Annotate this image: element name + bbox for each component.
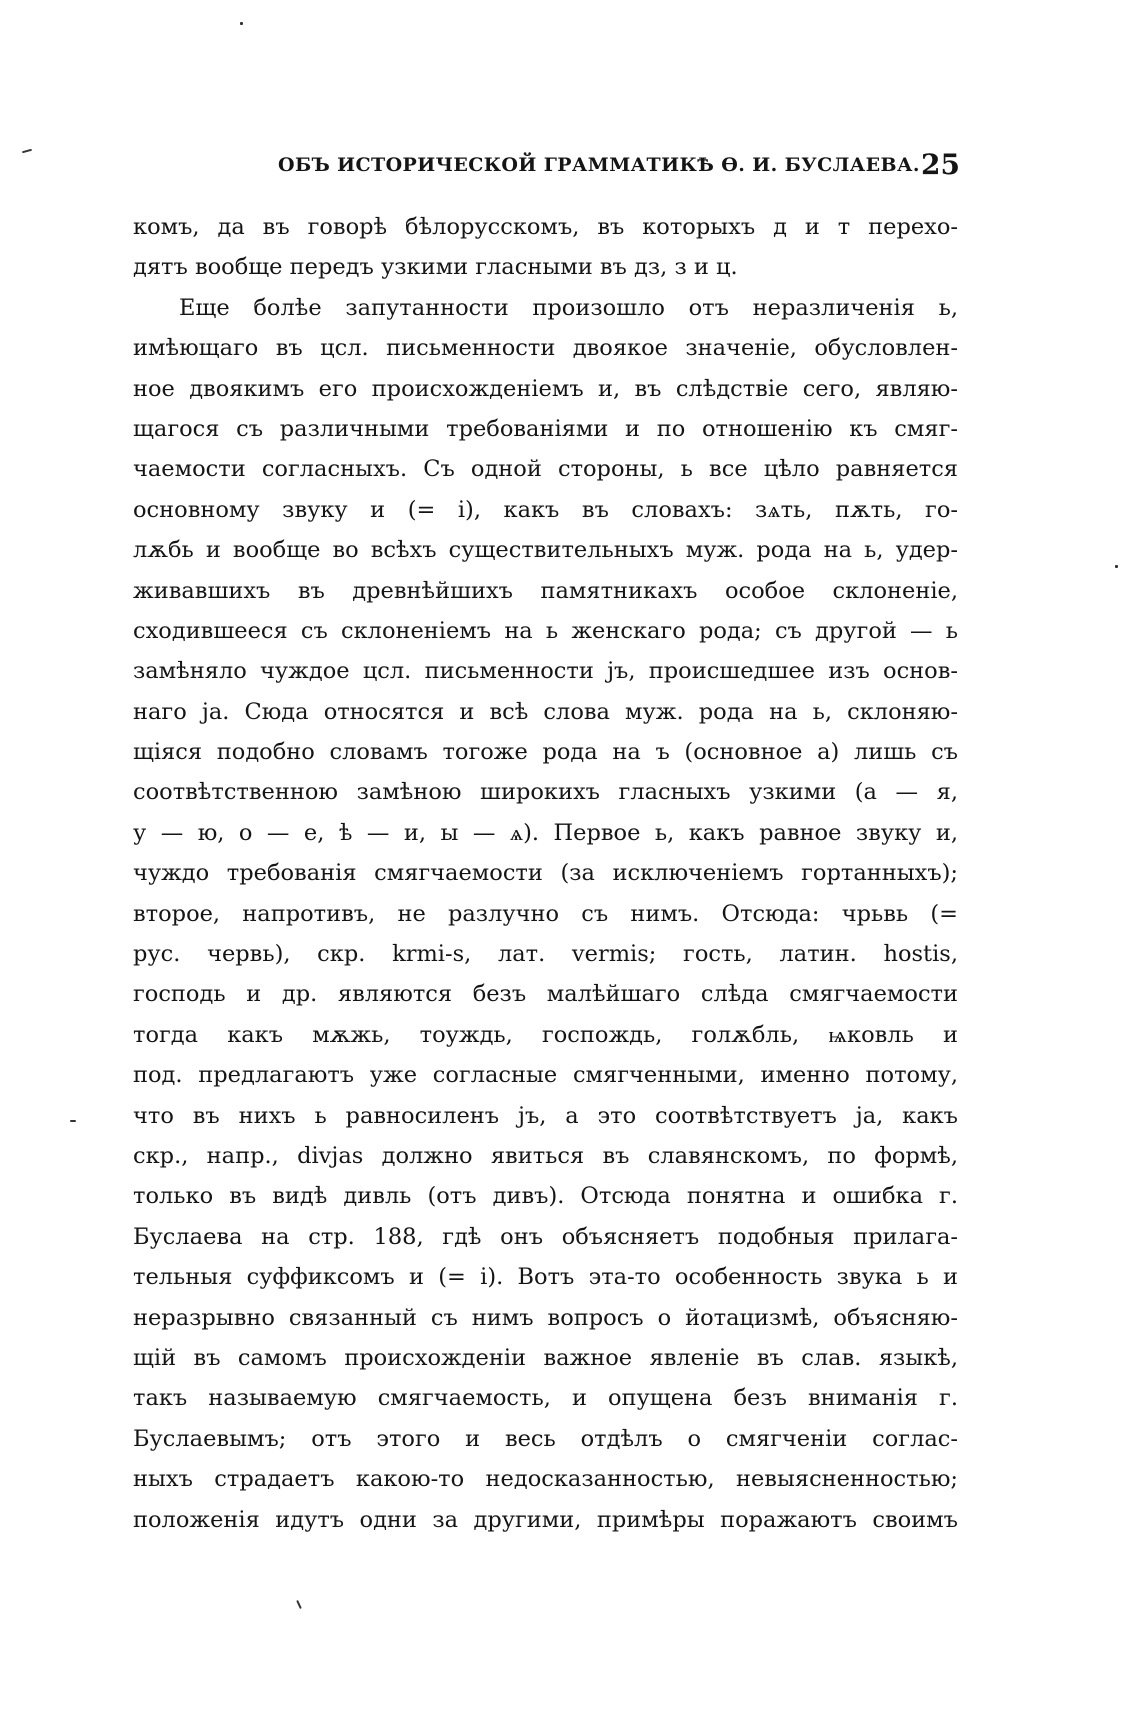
text-line: имѣющаго въ цсл. письменности двоякое значеніе, обусловлен- <box>133 335 958 362</box>
paragraph-start-line: Еще болѣе запутанности произошло отъ неразличенія ь, <box>179 294 958 321</box>
text-line: положенія идутъ одни за другими, примѣры поражаютъ своимъ <box>133 1506 958 1533</box>
text-line: рус. червь), скр. krmi-s, лат. vermis; гость, латин. hostis, <box>133 941 958 968</box>
text-line: комъ, да въ говорѣ бѣлорусскомъ, въ которыхъ д и т перехо- <box>133 214 958 240</box>
text-line: ное двоякимъ его происхожденіемъ и, въ слѣдствіе сего, являю- <box>133 375 958 402</box>
scan-speck <box>22 149 32 154</box>
text-line: лѫбь и вообще во всѣхъ существительныхъ муж. рода на ь, удер- <box>133 537 958 564</box>
page-number: 25 <box>921 148 960 181</box>
scan-speck <box>1115 565 1118 568</box>
text-line: только въ видѣ дивль (отъ дивъ). Отсюда понятна и ошибка г. <box>133 1183 958 1210</box>
scan-speck <box>240 22 243 25</box>
text-line: живавшихъ въ древнѣйшихъ памятникахъ особое склоненіе, <box>133 577 958 604</box>
text-line: основному звуку и (= i), какъ въ словахъ: зѧть, пѫть, го- <box>133 496 958 523</box>
text-line: что въ нихъ ь равносиленъ jъ, а это соотвѣтствуетъ ja, какъ <box>133 1102 958 1129</box>
text-line: щій въ самомъ происхожденіи важное явленіе въ слав. языкѣ, <box>133 1344 958 1371</box>
text-line: у — ю, о — е, ѣ — и, ы — ѧ). Первое ь, какъ равное звуку и, <box>133 819 958 846</box>
text-line: скр., напр., divjas должно явиться въ славянскомъ, по формѣ, <box>133 1142 958 1169</box>
text-line: наго ja. Сюда относятся и всѣ слова муж. рода на ь, склоняю- <box>133 698 958 725</box>
text-line: под. предлагаютъ уже согласные смягченными, именно потому, <box>133 1062 958 1089</box>
text-line: щіяся подобно словамъ тогоже рода на ъ (основное а) лишь съ <box>133 739 958 766</box>
text-line: щагося съ различными требованіями и по отношенію къ смяг- <box>133 415 958 442</box>
text-line: тельныя суффиксомъ и (= i). Вотъ эта-то особенность звука ь и <box>133 1264 958 1291</box>
text-line: Буслаевымъ; отъ этого и весь отдѣлъ о смягченіи соглас- <box>133 1425 958 1452</box>
text-line: тогда какъ мѫжь, тоуждь, госпождь, голѫбль, ѩковль и <box>133 1021 958 1048</box>
text-line: такъ называемую смягчаемость, и опущена безъ вниманія г. <box>133 1385 958 1412</box>
running-head <box>130 148 960 188</box>
text-line: Буслаева на стр. 188, гдѣ онъ объясняетъ подобныя прилага- <box>133 1223 958 1250</box>
text-line: соотвѣтственною замѣною широкихъ гласныхъ узкими (а — я, <box>133 779 958 806</box>
scan-speck <box>296 1600 302 1609</box>
text-line: второе, напротивъ, не разлучно съ нимъ. Отсюда: чрьвь (= <box>133 900 958 927</box>
body-text <box>133 207 958 1540</box>
text-line: замѣняло чуждое цсл. письменности jъ, происшедшее изъ основ- <box>133 658 958 685</box>
text-line: господь и др. являются безъ малѣйшаго слѣда смягчаемости <box>133 981 958 1008</box>
text-line: чаемости согласныхъ. Съ одной стороны, ь все цѣло равняется <box>133 456 958 483</box>
text-line: сходившееся съ склоненіемъ на ь женскаго рода; съ другой — ь <box>133 617 958 644</box>
text-line: ныхъ страдаетъ какою-то недосказанностью, невыясненностью; <box>133 1466 958 1493</box>
running-title: ОБЪ ИСТОРИЧЕСКОЙ ГРАММАТИКѢ Ѳ. И. БУСЛАЕВА. <box>278 154 920 176</box>
text-line: неразрывно связанный съ нимъ вопросъ о йотацизмѣ, объясняю- <box>133 1304 958 1331</box>
text-line: чуждо требованія смягчаемости (за исключеніемъ гортанныхъ); <box>133 860 958 887</box>
text-line: дятъ вообще передъ узкими гласными въ дз, з и ц. <box>133 254 738 281</box>
scan-speck <box>70 1120 76 1122</box>
